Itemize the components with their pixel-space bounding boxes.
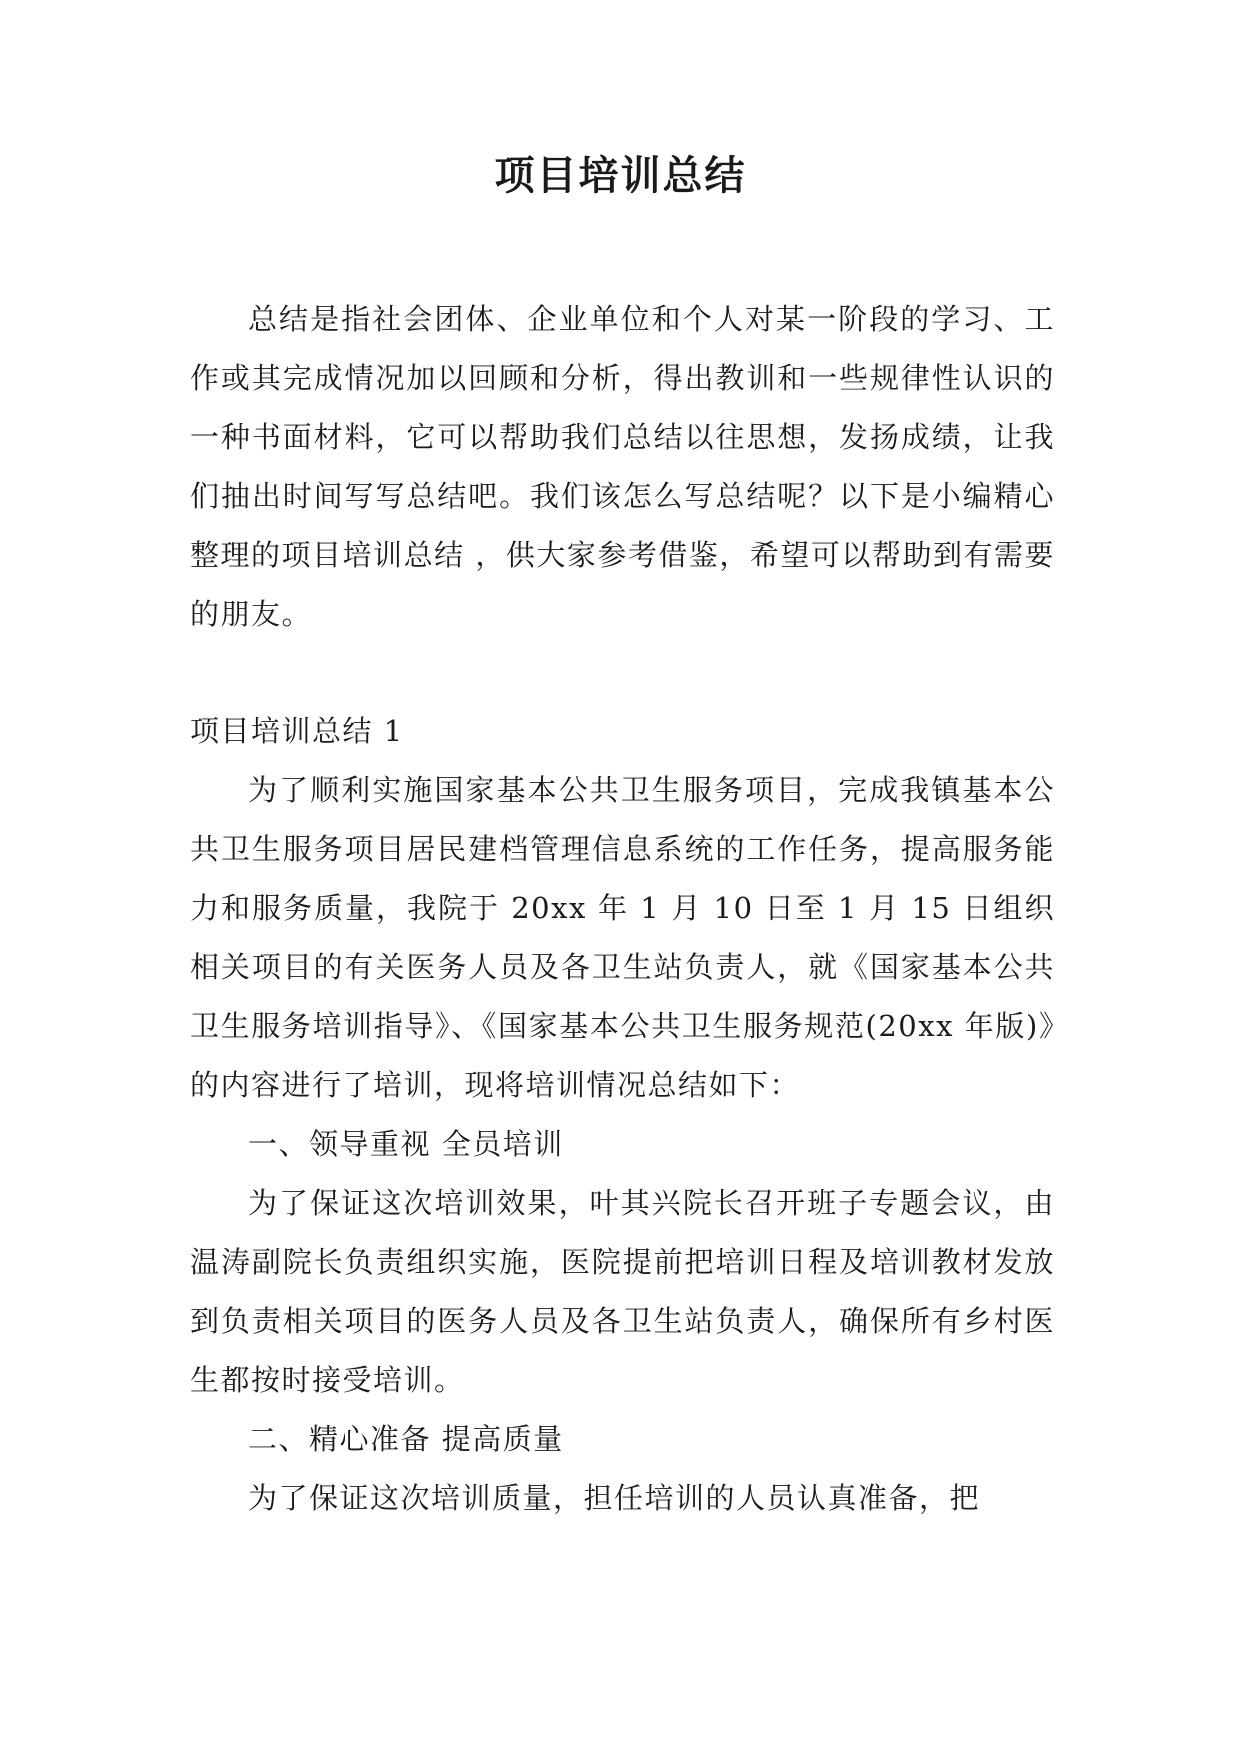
article-section: [190, 702, 1055, 1528]
section-2-title: 二、精心准备 提高质量: [248, 1422, 564, 1456]
article-heading: 项目培训总结 1: [190, 714, 404, 748]
intro-section: [190, 290, 1055, 644]
section-1-paragraph: 为了保证这次培训效果，叶其兴院长召开班子专题会议，由温涛副院长负责组织实施，医院提前把培训日程及培训教材发放到负责相关项目的医务人员及各卫生站负责人，确保所有乡村医生都按时接受培训。: [190, 1186, 1055, 1397]
document-title: 项目培训总结: [494, 153, 747, 199]
article-paragraph-1: 为了顺利实施国家基本公共卫生服务项目，完成我镇基本公共卫生服务项目居民建档管理信息系统的工作任务，提高服务能力和服务质量，我院于 20xx 年 1 月 10 日至 1 月 15 日组织相关项目的有关医务人员及各卫生站负责人，就《国家基本公共卫生服务培训指导》、《国家基本公共卫生服务规范(20xx 年版)》的内容进行了培训，现将培训情况总结如下：: [190, 773, 1055, 1102]
section-2-paragraph: 为了保证这次培训质量，担任培训的人员认真准备，把: [248, 1481, 981, 1515]
intro-paragraph: 总结是指社会团体、企业单位和个人对某一阶段的学习、工作或其完成情况加以回顾和分析，得出教训和一些规律性认识的一种书面材料，它可以帮助我们总结以往思想，发扬成绩，让我们抽出时间写写总结吧。我们该怎么写总结呢？以下是小编精心整理的项目培训总结 ，供大家参考借鉴，希望可以帮助到有需要的朋友。: [190, 302, 1055, 631]
section-1-title: 一、领导重视 全员培训: [248, 1127, 564, 1161]
